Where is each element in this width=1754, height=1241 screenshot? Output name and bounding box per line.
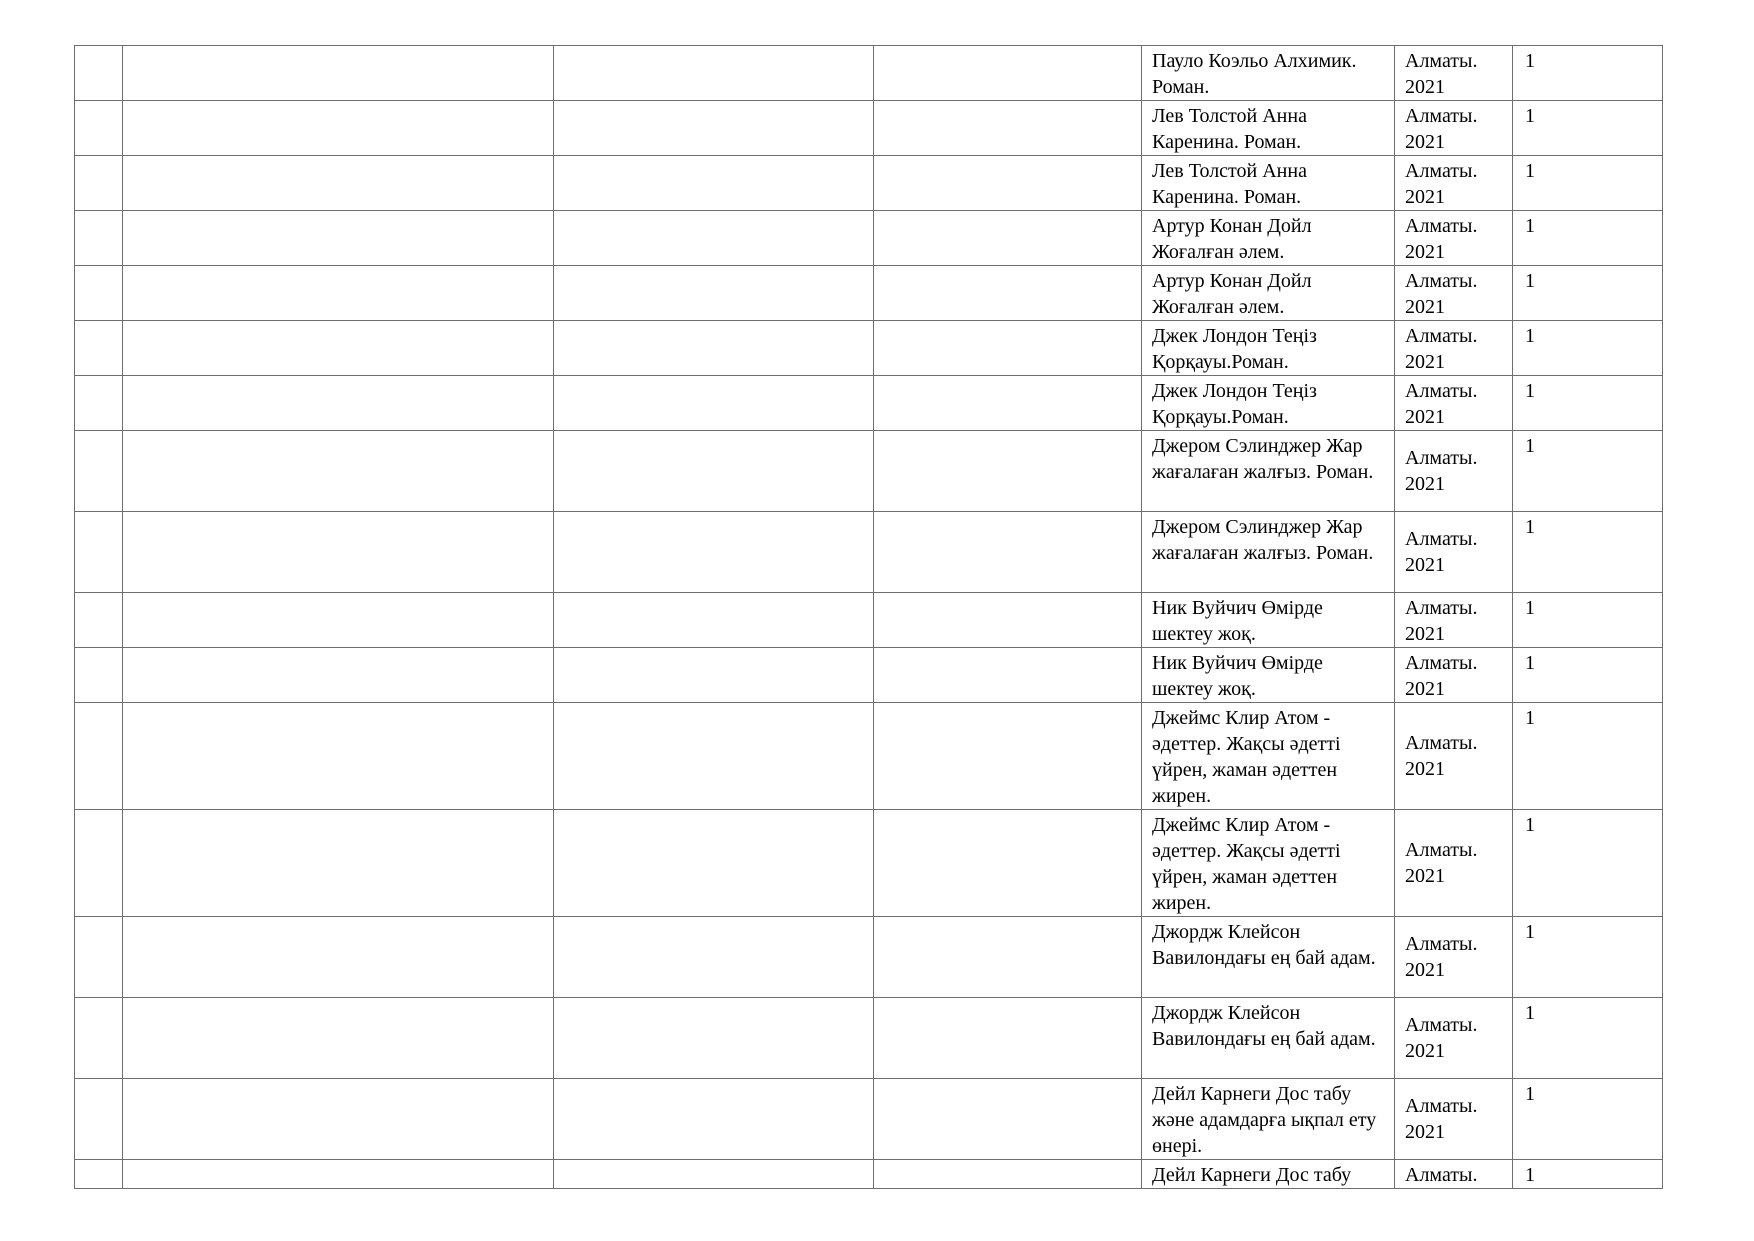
table-row — [75, 1160, 1663, 1189]
row-number-cell — [75, 1160, 123, 1189]
publisher-cell: Алматы. 2021 — [1395, 321, 1513, 376]
row-number-cell — [75, 431, 123, 512]
empty-cell — [123, 46, 554, 101]
empty-cell — [554, 1079, 874, 1160]
publisher-cell: Алматы. 2021 — [1395, 593, 1513, 648]
publisher-cell: Алматы. 2021 — [1395, 810, 1513, 917]
table-row — [75, 376, 1663, 431]
row-number-cell — [75, 156, 123, 211]
empty-cell — [123, 1160, 554, 1189]
table-row — [75, 917, 1663, 998]
quantity-cell: 1 — [1513, 810, 1663, 917]
empty-cell — [554, 648, 874, 703]
empty-cell — [874, 917, 1142, 998]
publisher-cell: Алматы. 2021 — [1395, 101, 1513, 156]
empty-cell — [874, 46, 1142, 101]
quantity-cell: 1 — [1513, 703, 1663, 810]
book-title-cell: Ник Вуйчич Өмірде шектеу жоқ. — [1142, 648, 1395, 703]
empty-cell — [123, 101, 554, 156]
empty-cell — [874, 512, 1142, 593]
quantity-cell: 1 — [1513, 431, 1663, 512]
book-list-table — [74, 45, 1663, 1189]
table-row — [75, 998, 1663, 1079]
empty-cell — [123, 593, 554, 648]
empty-cell — [874, 431, 1142, 512]
table-row — [75, 648, 1663, 703]
row-number-cell — [75, 703, 123, 810]
empty-cell — [874, 593, 1142, 648]
quantity-cell: 1 — [1513, 512, 1663, 593]
table-row — [75, 593, 1663, 648]
publisher-cell: Алматы. 2021 — [1395, 917, 1513, 998]
row-number-cell — [75, 211, 123, 266]
row-number-cell — [75, 46, 123, 101]
empty-cell — [554, 703, 874, 810]
quantity-cell: 1 — [1513, 1160, 1663, 1189]
empty-cell — [123, 376, 554, 431]
table-row — [75, 46, 1663, 101]
table-row — [75, 1079, 1663, 1160]
empty-cell — [874, 703, 1142, 810]
empty-cell — [554, 431, 874, 512]
empty-cell — [123, 156, 554, 211]
empty-cell — [554, 917, 874, 998]
row-number-cell — [75, 1079, 123, 1160]
book-title-cell: Ник Вуйчич Өмірде шектеу жоқ. — [1142, 593, 1395, 648]
empty-cell — [874, 648, 1142, 703]
quantity-cell: 1 — [1513, 266, 1663, 321]
book-title-cell: Джек Лондон Теңіз Қорқауы.Роман. — [1142, 376, 1395, 431]
empty-cell — [123, 703, 554, 810]
empty-cell — [123, 321, 554, 376]
empty-cell — [123, 1079, 554, 1160]
book-title-cell: Джером Сэлинджер Жар жағалаған жалғыз. Роман. — [1142, 431, 1395, 512]
quantity-cell: 1 — [1513, 211, 1663, 266]
publisher-cell: Алматы. 2021 — [1395, 1079, 1513, 1160]
book-title-cell: Артур Конан Дойл Жоғалған әлем. — [1142, 266, 1395, 321]
table-row — [75, 321, 1663, 376]
quantity-cell: 1 — [1513, 321, 1663, 376]
empty-cell — [554, 101, 874, 156]
quantity-cell: 1 — [1513, 593, 1663, 648]
book-title-cell: Дейл Карнеги Дос табу және адамдарға ықпал ету өнері. — [1142, 1079, 1395, 1160]
row-number-cell — [75, 266, 123, 321]
quantity-cell: 1 — [1513, 376, 1663, 431]
empty-cell — [554, 46, 874, 101]
empty-cell — [123, 998, 554, 1079]
publisher-cell: Алматы. 2021 — [1395, 211, 1513, 266]
book-title-cell: Артур Конан Дойл Жоғалған әлем. — [1142, 211, 1395, 266]
book-title-cell: Лев Толстой Анна Каренина. Роман. — [1142, 156, 1395, 211]
book-title-cell: Пауло Коэльо Алхимик. Роман. — [1142, 46, 1395, 101]
empty-cell — [554, 998, 874, 1079]
empty-cell — [554, 1160, 874, 1189]
publisher-cell: Алматы. 2021 — [1395, 376, 1513, 431]
book-title-cell: Джордж Клейсон Вавилондағы ең бай адам. — [1142, 917, 1395, 998]
empty-cell — [123, 211, 554, 266]
empty-cell — [123, 917, 554, 998]
row-number-cell — [75, 648, 123, 703]
table-row — [75, 810, 1663, 917]
empty-cell — [554, 810, 874, 917]
quantity-cell: 1 — [1513, 648, 1663, 703]
quantity-cell: 1 — [1513, 998, 1663, 1079]
table-row — [75, 512, 1663, 593]
book-title-cell: Джером Сэлинджер Жар жағалаған жалғыз. Роман. — [1142, 512, 1395, 593]
empty-cell — [554, 156, 874, 211]
table-body — [75, 46, 1663, 1189]
book-title-cell: Джордж Клейсон Вавилондағы ең бай адам. — [1142, 998, 1395, 1079]
table-row — [75, 431, 1663, 512]
row-number-cell — [75, 101, 123, 156]
row-number-cell — [75, 593, 123, 648]
book-title-cell: Джеймс Клир Атом - әдеттер. Жақсы әдетті үйрен, жаман әдеттен жирен. — [1142, 810, 1395, 917]
empty-cell — [874, 1160, 1142, 1189]
row-number-cell — [75, 512, 123, 593]
empty-cell — [874, 376, 1142, 431]
empty-cell — [874, 810, 1142, 917]
empty-cell — [123, 512, 554, 593]
empty-cell — [874, 1079, 1142, 1160]
table-row — [75, 211, 1663, 266]
book-title-cell: Лев Толстой Анна Каренина. Роман. — [1142, 101, 1395, 156]
quantity-cell: 1 — [1513, 101, 1663, 156]
empty-cell — [554, 266, 874, 321]
empty-cell — [874, 998, 1142, 1079]
quantity-cell: 1 — [1513, 1079, 1663, 1160]
row-number-cell — [75, 810, 123, 917]
table-row — [75, 266, 1663, 321]
empty-cell — [554, 321, 874, 376]
book-title-cell: Дейл Карнеги Дос табу — [1142, 1160, 1395, 1189]
publisher-cell: Алматы. 2021 — [1395, 431, 1513, 512]
publisher-cell: Алматы. 2021 — [1395, 648, 1513, 703]
publisher-cell: Алматы. 2021 — [1395, 512, 1513, 593]
empty-cell — [123, 431, 554, 512]
empty-cell — [554, 211, 874, 266]
book-title-cell: Джек Лондон Теңіз Қорқауы.Роман. — [1142, 321, 1395, 376]
empty-cell — [554, 593, 874, 648]
empty-cell — [554, 512, 874, 593]
table-row — [75, 703, 1663, 810]
empty-cell — [123, 810, 554, 917]
row-number-cell — [75, 376, 123, 431]
publisher-cell: Алматы. 2021 — [1395, 266, 1513, 321]
publisher-cell: Алматы. 2021 — [1395, 703, 1513, 810]
empty-cell — [123, 266, 554, 321]
empty-cell — [874, 266, 1142, 321]
publisher-cell: Алматы. 2021 — [1395, 156, 1513, 211]
empty-cell — [874, 321, 1142, 376]
table-row — [75, 156, 1663, 211]
book-title-cell: Джеймс Клир Атом - әдеттер. Жақсы әдетті үйрен, жаман әдеттен жирен. — [1142, 703, 1395, 810]
empty-cell — [874, 156, 1142, 211]
publisher-cell: Алматы. 2021 — [1395, 998, 1513, 1079]
empty-cell — [554, 376, 874, 431]
publisher-cell: Алматы. — [1395, 1160, 1513, 1189]
empty-cell — [874, 211, 1142, 266]
row-number-cell — [75, 321, 123, 376]
quantity-cell: 1 — [1513, 917, 1663, 998]
quantity-cell: 1 — [1513, 46, 1663, 101]
row-number-cell — [75, 917, 123, 998]
quantity-cell: 1 — [1513, 156, 1663, 211]
empty-cell — [123, 648, 554, 703]
empty-cell — [874, 101, 1142, 156]
publisher-cell: Алматы. 2021 — [1395, 46, 1513, 101]
row-number-cell — [75, 998, 123, 1079]
table-row — [75, 101, 1663, 156]
